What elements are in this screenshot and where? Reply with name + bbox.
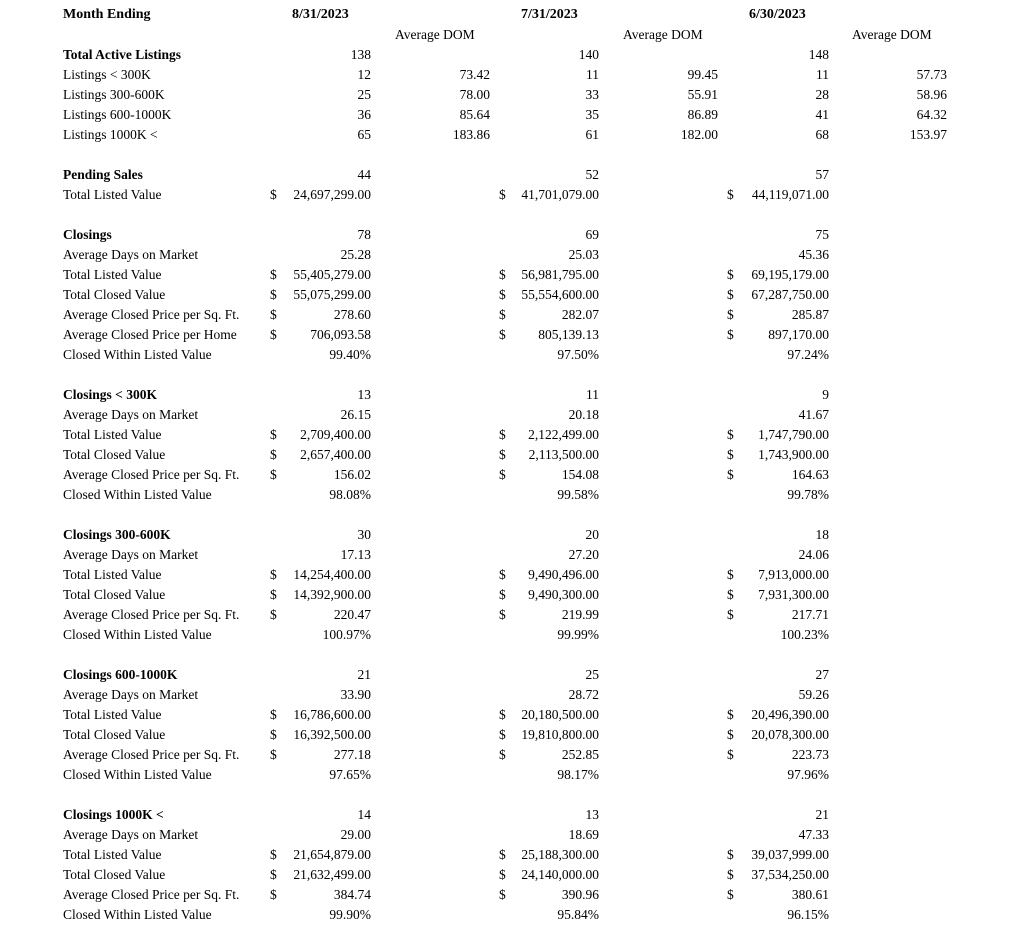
currency-sign: $ bbox=[270, 467, 277, 482]
section-count: 13 bbox=[357, 387, 371, 402]
row-value: 217.71 bbox=[791, 607, 829, 622]
section-count: 21 bbox=[815, 807, 829, 822]
currency-sign: $ bbox=[270, 187, 277, 202]
currency-sign: $ bbox=[727, 447, 734, 462]
row-label: Closed Within Listed Value bbox=[63, 347, 212, 362]
currency-sign: $ bbox=[270, 847, 277, 862]
row-value: 2,113,500.00 bbox=[528, 447, 599, 462]
currency-sign: $ bbox=[270, 887, 277, 902]
row-label: Total Closed Value bbox=[63, 727, 166, 742]
row-label: Closed Within Listed Value bbox=[63, 627, 212, 642]
row-label: Total Closed Value bbox=[63, 447, 166, 462]
row-value: 19,810,800.00 bbox=[521, 727, 599, 742]
row-value: 55,405,279.00 bbox=[293, 267, 371, 282]
row-value: 98.08% bbox=[329, 487, 371, 502]
avg-dom-value: 99.45 bbox=[687, 67, 718, 82]
section-count: 148 bbox=[808, 47, 829, 62]
section-count: 27 bbox=[815, 667, 829, 682]
currency-sign: $ bbox=[270, 267, 277, 282]
row-label: Total Closed Value bbox=[63, 867, 166, 882]
row-value: 16,786,600.00 bbox=[293, 707, 371, 722]
row-value: 26.15 bbox=[340, 407, 371, 422]
avg-dom-value: 78.00 bbox=[459, 87, 490, 102]
section-title: Pending Sales bbox=[63, 167, 143, 182]
currency-sign: $ bbox=[499, 567, 506, 582]
row-value: 97.65% bbox=[329, 767, 371, 782]
row-value: 1,747,790.00 bbox=[758, 427, 829, 442]
row-value: 69,195,179.00 bbox=[751, 267, 829, 282]
currency-sign: $ bbox=[499, 867, 506, 882]
currency-sign: $ bbox=[270, 447, 277, 462]
row-label: Average Days on Market bbox=[63, 407, 199, 422]
currency-sign: $ bbox=[727, 847, 734, 862]
row-value: 14,392,900.00 bbox=[293, 587, 371, 602]
avg-dom-value: 64.32 bbox=[916, 107, 947, 122]
row-label: Average Days on Market bbox=[63, 247, 199, 262]
section-count: 75 bbox=[815, 227, 829, 242]
row-label: Total Closed Value bbox=[63, 287, 166, 302]
section-count: 13 bbox=[585, 807, 599, 822]
row-label: Listings 600-1000K bbox=[63, 107, 172, 122]
row-label: Listings 1000K < bbox=[63, 127, 158, 142]
row-value: 41,701,079.00 bbox=[521, 187, 599, 202]
currency-sign: $ bbox=[499, 427, 506, 442]
row-value: 36 bbox=[357, 107, 371, 122]
row-value: 390.96 bbox=[561, 887, 599, 902]
row-value: 99.78% bbox=[787, 487, 829, 502]
row-value: 97.50% bbox=[557, 347, 599, 362]
row-value: 45.36 bbox=[798, 247, 829, 262]
avg-dom-header-3: Average DOM bbox=[852, 27, 932, 42]
row-value: 278.60 bbox=[333, 307, 371, 322]
section-title: Closings < 300K bbox=[63, 387, 157, 402]
currency-sign: $ bbox=[499, 187, 506, 202]
row-label: Closed Within Listed Value bbox=[63, 487, 212, 502]
row-value: 11 bbox=[816, 67, 829, 82]
row-value: 17.13 bbox=[340, 547, 371, 562]
row-value: 2,709,400.00 bbox=[300, 427, 371, 442]
section-count: 30 bbox=[357, 527, 371, 542]
row-value: 55,554,600.00 bbox=[521, 287, 599, 302]
currency-sign: $ bbox=[727, 307, 734, 322]
avg-dom-value: 86.89 bbox=[687, 107, 718, 122]
row-value: 9,490,300.00 bbox=[528, 587, 599, 602]
row-label: Average Closed Price per Sq. Ft. bbox=[63, 887, 240, 902]
row-value: 20.18 bbox=[568, 407, 599, 422]
section-count: 11 bbox=[586, 387, 599, 402]
currency-sign: $ bbox=[499, 707, 506, 722]
row-label: Total Listed Value bbox=[63, 267, 162, 282]
currency-sign: $ bbox=[727, 607, 734, 622]
row-value: 28 bbox=[815, 87, 829, 102]
currency-sign: $ bbox=[727, 287, 734, 302]
row-label: Total Listed Value bbox=[63, 567, 162, 582]
row-value: 67,287,750.00 bbox=[751, 287, 829, 302]
row-value: 33.90 bbox=[340, 687, 371, 702]
section-count: 18 bbox=[815, 527, 829, 542]
row-value: 154.08 bbox=[561, 467, 599, 482]
avg-dom-value: 55.91 bbox=[687, 87, 718, 102]
row-value: 100.23% bbox=[780, 627, 829, 642]
row-value: 24.06 bbox=[798, 547, 829, 562]
currency-sign: $ bbox=[270, 867, 277, 882]
currency-sign: $ bbox=[499, 447, 506, 462]
row-value: 380.61 bbox=[791, 887, 829, 902]
row-value: 25.28 bbox=[340, 247, 371, 262]
currency-sign: $ bbox=[270, 567, 277, 582]
row-value: 16,392,500.00 bbox=[293, 727, 371, 742]
row-value: 59.26 bbox=[798, 687, 829, 702]
row-value: 285.87 bbox=[791, 307, 829, 322]
currency-sign: $ bbox=[499, 467, 506, 482]
section-title: Closings 1000K < bbox=[63, 807, 164, 822]
row-label: Average Closed Price per Sq. Ft. bbox=[63, 307, 240, 322]
row-label: Average Days on Market bbox=[63, 547, 199, 562]
row-value: 9,490,496.00 bbox=[528, 567, 599, 582]
row-value: 65 bbox=[357, 127, 371, 142]
row-value: 44,119,071.00 bbox=[751, 187, 829, 202]
row-label: Average Closed Price per Sq. Ft. bbox=[63, 467, 240, 482]
period-header-1: 8/31/2023 bbox=[292, 7, 349, 22]
section-count: 14 bbox=[357, 807, 371, 822]
row-value: 24,140,000.00 bbox=[521, 867, 599, 882]
currency-sign: $ bbox=[727, 567, 734, 582]
row-value: 97.24% bbox=[787, 347, 829, 362]
row-value: 156.02 bbox=[333, 467, 371, 482]
currency-sign: $ bbox=[727, 867, 734, 882]
section-count: 44 bbox=[357, 167, 371, 182]
row-value: 7,913,000.00 bbox=[758, 567, 829, 582]
row-value: 100.97% bbox=[322, 627, 371, 642]
month-ending-label: Month Ending bbox=[63, 7, 151, 22]
section-count: 20 bbox=[585, 527, 599, 542]
row-value: 20,496,390.00 bbox=[751, 707, 829, 722]
row-value: 56,981,795.00 bbox=[521, 267, 599, 282]
row-value: 99.40% bbox=[329, 347, 371, 362]
section-title: Closings 300-600K bbox=[63, 527, 171, 542]
row-value: 18.69 bbox=[568, 827, 599, 842]
avg-dom-value: 58.96 bbox=[916, 87, 947, 102]
currency-sign: $ bbox=[499, 747, 506, 762]
row-value: 12 bbox=[357, 67, 371, 82]
currency-sign: $ bbox=[499, 847, 506, 862]
section-count: 9 bbox=[822, 387, 829, 402]
row-value: 39,037,999.00 bbox=[751, 847, 829, 862]
currency-sign: $ bbox=[499, 287, 506, 302]
row-value: 99.58% bbox=[557, 487, 599, 502]
row-label: Average Days on Market bbox=[63, 687, 199, 702]
section-title: Closings bbox=[63, 227, 112, 242]
row-value: 220.47 bbox=[333, 607, 371, 622]
currency-sign: $ bbox=[727, 727, 734, 742]
avg-dom-header-2: Average DOM bbox=[623, 27, 703, 42]
currency-sign: $ bbox=[499, 587, 506, 602]
currency-sign: $ bbox=[270, 427, 277, 442]
currency-sign: $ bbox=[270, 307, 277, 322]
row-value: 223.73 bbox=[791, 747, 829, 762]
avg-dom-value: 183.86 bbox=[452, 127, 490, 142]
row-value: 68 bbox=[815, 127, 829, 142]
currency-sign: $ bbox=[727, 587, 734, 602]
row-label: Total Listed Value bbox=[63, 847, 162, 862]
avg-dom-value: 85.64 bbox=[459, 107, 490, 122]
period-header-3: 6/30/2023 bbox=[749, 7, 806, 22]
currency-sign: $ bbox=[270, 747, 277, 762]
section-count: 140 bbox=[578, 47, 599, 62]
row-label: Total Listed Value bbox=[63, 707, 162, 722]
row-value: 25,188,300.00 bbox=[521, 847, 599, 862]
currency-sign: $ bbox=[727, 887, 734, 902]
currency-sign: $ bbox=[270, 707, 277, 722]
row-value: 282.07 bbox=[561, 307, 599, 322]
row-value: 95.84% bbox=[557, 907, 599, 922]
row-value: 25.03 bbox=[568, 247, 599, 262]
row-value: 37,534,250.00 bbox=[751, 867, 829, 882]
currency-sign: $ bbox=[499, 327, 506, 342]
currency-sign: $ bbox=[270, 327, 277, 342]
row-label: Total Listed Value bbox=[63, 187, 162, 202]
row-value: 20,078,300.00 bbox=[751, 727, 829, 742]
section-count: 69 bbox=[585, 227, 599, 242]
row-value: 98.17% bbox=[557, 767, 599, 782]
avg-dom-header-1: Average DOM bbox=[395, 27, 475, 42]
currency-sign: $ bbox=[727, 327, 734, 342]
row-value: 35 bbox=[585, 107, 599, 122]
avg-dom-value: 182.00 bbox=[680, 127, 718, 142]
row-label: Total Closed Value bbox=[63, 587, 166, 602]
row-value: 21,654,879.00 bbox=[293, 847, 371, 862]
row-value: 21,632,499.00 bbox=[293, 867, 371, 882]
row-label: Average Closed Price per Sq. Ft. bbox=[63, 607, 240, 622]
row-value: 252.85 bbox=[561, 747, 599, 762]
currency-sign: $ bbox=[727, 747, 734, 762]
row-value: 25 bbox=[357, 87, 371, 102]
row-value: 97.96% bbox=[787, 767, 829, 782]
row-value: 55,075,299.00 bbox=[293, 287, 371, 302]
currency-sign: $ bbox=[727, 267, 734, 282]
row-value: 11 bbox=[586, 67, 599, 82]
row-value: 164.63 bbox=[791, 467, 829, 482]
row-value: 277.18 bbox=[333, 747, 371, 762]
row-value: 28.72 bbox=[568, 687, 599, 702]
row-value: 897,170.00 bbox=[768, 327, 829, 342]
currency-sign: $ bbox=[270, 587, 277, 602]
row-value: 20,180,500.00 bbox=[521, 707, 599, 722]
row-value: 29.00 bbox=[340, 827, 371, 842]
section-count: 52 bbox=[585, 167, 599, 182]
section-title: Total Active Listings bbox=[63, 47, 182, 62]
row-value: 219.99 bbox=[561, 607, 599, 622]
avg-dom-value: 73.42 bbox=[459, 67, 490, 82]
currency-sign: $ bbox=[727, 707, 734, 722]
avg-dom-value: 57.73 bbox=[916, 67, 947, 82]
row-label: Closed Within Listed Value bbox=[63, 907, 212, 922]
row-label: Average Days on Market bbox=[63, 827, 199, 842]
currency-sign: $ bbox=[727, 467, 734, 482]
row-value: 7,931,300.00 bbox=[758, 587, 829, 602]
section-count: 57 bbox=[815, 167, 829, 182]
row-label: Closed Within Listed Value bbox=[63, 767, 212, 782]
section-title: Closings 600-1000K bbox=[63, 667, 178, 682]
row-value: 61 bbox=[585, 127, 599, 142]
row-value: 33 bbox=[585, 87, 599, 102]
row-value: 1,743,900.00 bbox=[758, 447, 829, 462]
section-count: 78 bbox=[357, 227, 371, 242]
section-count: 21 bbox=[357, 667, 371, 682]
row-value: 96.15% bbox=[787, 907, 829, 922]
section-count: 138 bbox=[350, 47, 371, 62]
row-label: Listings < 300K bbox=[63, 67, 151, 82]
currency-sign: $ bbox=[270, 727, 277, 742]
row-value: 706,093.58 bbox=[310, 327, 371, 342]
row-value: 805,139.13 bbox=[538, 327, 599, 342]
avg-dom-value: 153.97 bbox=[909, 127, 947, 142]
currency-sign: $ bbox=[499, 727, 506, 742]
row-value: 14,254,400.00 bbox=[293, 567, 371, 582]
row-value: 99.99% bbox=[557, 627, 599, 642]
row-label: Average Closed Price per Sq. Ft. bbox=[63, 747, 240, 762]
row-value: 41 bbox=[815, 107, 829, 122]
currency-sign: $ bbox=[499, 607, 506, 622]
period-header-2: 7/31/2023 bbox=[521, 7, 578, 22]
row-value: 384.74 bbox=[333, 887, 371, 902]
currency-sign: $ bbox=[499, 307, 506, 322]
currency-sign: $ bbox=[499, 267, 506, 282]
currency-sign: $ bbox=[727, 187, 734, 202]
row-value: 2,122,499.00 bbox=[528, 427, 599, 442]
section-count: 25 bbox=[585, 667, 599, 682]
currency-sign: $ bbox=[270, 287, 277, 302]
row-label: Total Listed Value bbox=[63, 427, 162, 442]
row-label: Listings 300-600K bbox=[63, 87, 165, 102]
row-label: Average Closed Price per Home bbox=[63, 327, 237, 342]
row-value: 99.90% bbox=[329, 907, 371, 922]
currency-sign: $ bbox=[499, 887, 506, 902]
row-value: 41.67 bbox=[798, 407, 829, 422]
row-value: 24,697,299.00 bbox=[293, 187, 371, 202]
row-value: 47.33 bbox=[798, 827, 829, 842]
currency-sign: $ bbox=[727, 427, 734, 442]
currency-sign: $ bbox=[270, 607, 277, 622]
row-value: 27.20 bbox=[568, 547, 599, 562]
row-value: 2,657,400.00 bbox=[300, 447, 371, 462]
